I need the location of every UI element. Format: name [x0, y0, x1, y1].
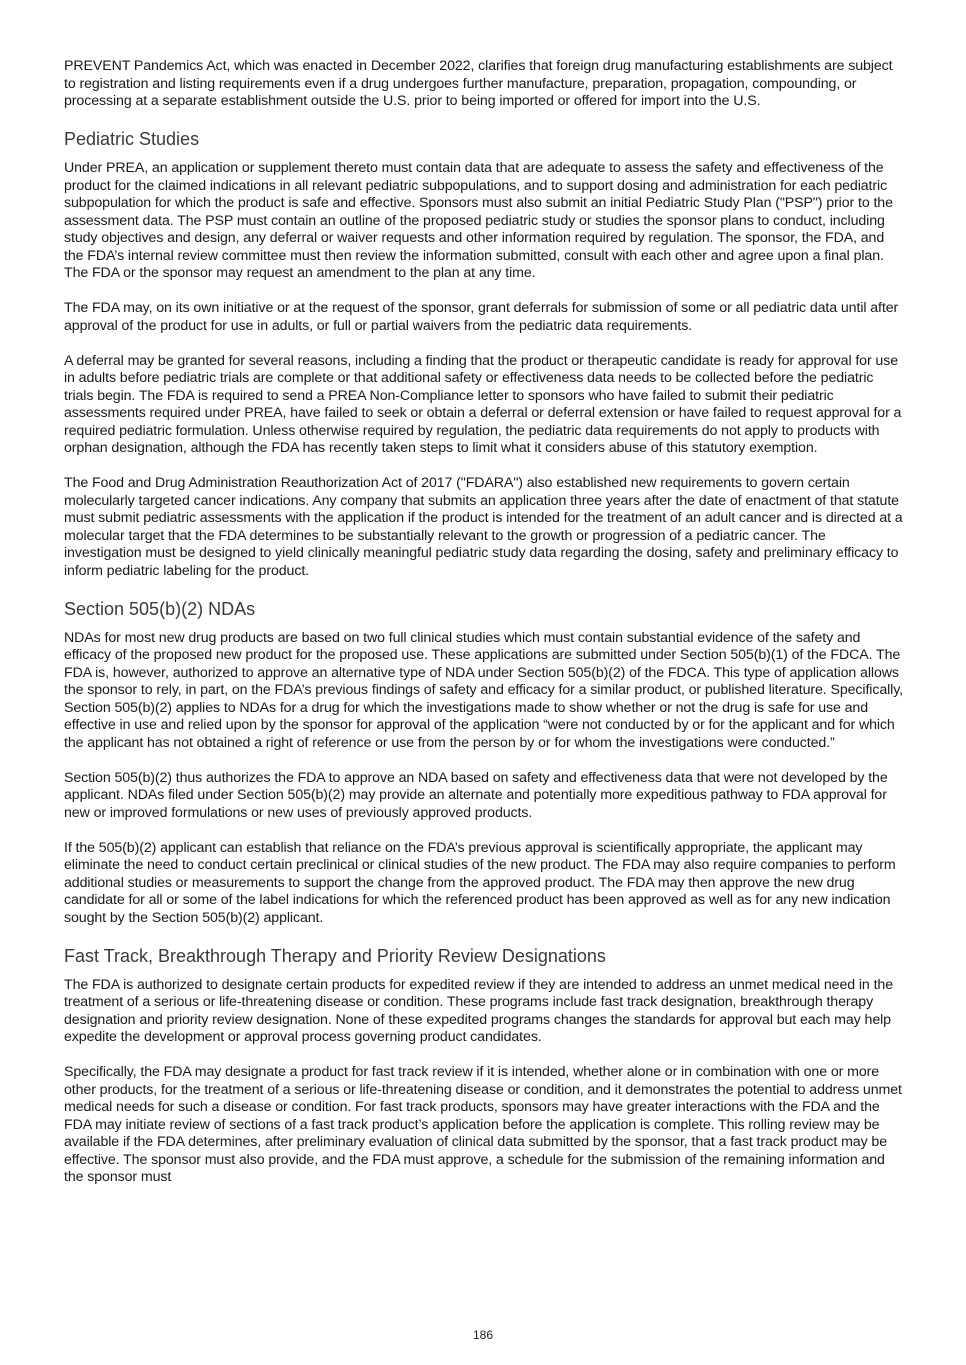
505b2-paragraph-2: Section 505(b)(2) thus authorizes the FDA to approve an NDA based on safety and effectiveness data that were not developed by the applicant. NDAs filed under Section 505(b)(2) may provide an alternate and potentially more expeditious pathway to FDA approval for new or improved formulations or new uses of previously approved products. [64, 769, 888, 821]
page-number: 186 [472, 1328, 494, 1342]
fast-track-paragraph-2: Specifically, the FDA may designate a product for fast track review if it is intended, whether alone or in combination with one or more other products, for the treatment of a serious or life-threatening disease or condition, and it demonstrates the potential to address unmet medical needs for such a disease or condition. For fast track products, sponsors may have greater interactions with the FDA and the FDA may initiate review of sections of a fast track product’s application before the application is complete. This rolling review may be available if the FDA determines, after preliminary evaluation of clinical data submitted by the sponsor, that a fast track product may be effective. The sponsor must also provide, and the FDA must approve, a schedule for the submission of the remaining information and the sponsor must [64, 1064, 902, 1185]
pediatric-paragraph-3: A deferral may be granted for several reasons, including a finding that the product or therapeutic candidate is ready for approval for use in adults before pediatric trials are complete or that additional safety or effectiveness data needs to be collected before the pediatric trials begin. The FDA is required to send a PREA Non-Compliance letter to sponsors who have failed to submit their pediatric assessments required under PREA, have failed to seek or obtain a deferral or deferral extension or have failed to request approval for a required pediatric formulation. Unless otherwise required by regulation, the pediatric data requirements do not apply to products with orphan designation, although the FDA has recently taken steps to limit what it considers abuse of this statutory exemption. [64, 352, 902, 456]
505b2-paragraph-1: NDAs for most new drug products are based on two full clinical studies which must contain substantial evidence of the safety and efficacy of the proposed new product for the proposed use. These applications are submitted under Section 505(b)(1) of the FDCA. The FDA is, however, authorized to approve an alternative type of NDA under Section 505(b)(2) of the FDCA. This type of application allows the sponsor to rely, in part, on the FDA’s previous findings of safety and efficacy for a similar product, or published literature. Specifically, Section 505(b)(2) applies to NDAs for a drug for which the investigations made to show whether or not the drug is safe for use and effective in use and relied upon by the sponsor for approval of the application “were not conducted by or for the applicant and for which the applicant has not obtained a right of reference or use from the person by or for whom the investigations were conducted.” [64, 629, 904, 751]
505b2-paragraph-3: If the 505(b)(2) applicant can establish that reliance on the FDA’s previous approval is scientifically appropriate, the applicant may eliminate the need to conduct certain preclinical or clinical studies of the new product. The FDA may also require companies to perform additional studies or measurements to support the change from the approved product. The FDA may then approve the new drug candidate for all or some of the label indications for which the referenced product has been approved as well as for any new indication sought by the Section 505(b)(2) applicant. [64, 839, 896, 926]
pediatric-paragraph-1: Under PREA, an application or supplement thereto must contain data that are adequate to assess the safety and effectiveness of the product for the claimed indications in all relevant pediatric subpopulations, and to support dosing and administration for each pediatric subpopulation for which the product is safe and effective. Sponsors must also submit an initial Pediatric Study Plan ("PSP") prior to the assessment data. The PSP must contain an outline of the proposed pediatric study or studies the sponsor plans to conduct, including study objectives and design, any deferral or waiver requests and other information required by regulation. The sponsor, the FDA, and the FDA’s internal review committee must then review the information submitted, consult with each other and agree upon a final plan. The FDA or the sponsor may request an amendment to the plan at any time. [64, 160, 893, 281]
pediatric-paragraph-4: The Food and Drug Administration Reauthorization Act of 2017 ("FDARA") also established new requirements to govern certain molecularly targeted cancer indications. Any company that submits an application three years after the date of enactment of that statute must submit pediatric assessments with the application if the product is intended for the treatment of an adult cancer and is directed at a molecular target that the FDA determines to be substantially relevant to the growth or progression of a pediatric cancer. The investigation must be designed to yield clinically meaningful pediatric study data regarding the dosing, safety and preliminary efficacy to inform pediatric labeling for the product. [64, 475, 903, 579]
section-heading-pediatric-studies: Pediatric Studies [64, 129, 200, 149]
section-heading-505b2: Section 505(b)(2) NDAs [64, 598, 256, 619]
intro-paragraph: PREVENT Pandemics Act, which was enacted in December 2022, clarifies that foreign drug manufacturing establishments are subject to registration and listing requirements even if a drug undergoes further manufacture, preparation, propagation, compounding, or processing at a separate establishment outside the U.S. prior to being imported or offered for import into the U.S. [64, 58, 893, 109]
document-page [64, 58, 904, 1204]
fast-track-paragraph-1: The FDA is authorized to designate certain products for expedited review if they are intended to address an unmet medical need in the treatment of a serious or life-threatening disease or condition. These programs include fast track designation, breakthrough therapy designation and priority review designation. None of these expedited programs changes the standards for approval but each may help expedite the development or approval process governing product candidates. [64, 976, 893, 1045]
section-heading-fast-track: Fast Track, Breakthrough Therapy and Priority Review Designations [64, 945, 606, 966]
pediatric-paragraph-2: The FDA may, on its own initiative or at the request of the sponsor, grant deferrals for submission of some or all pediatric data until after approval of the product for use in adults, or full or partial waivers from the pediatric data requirements. [64, 300, 899, 334]
